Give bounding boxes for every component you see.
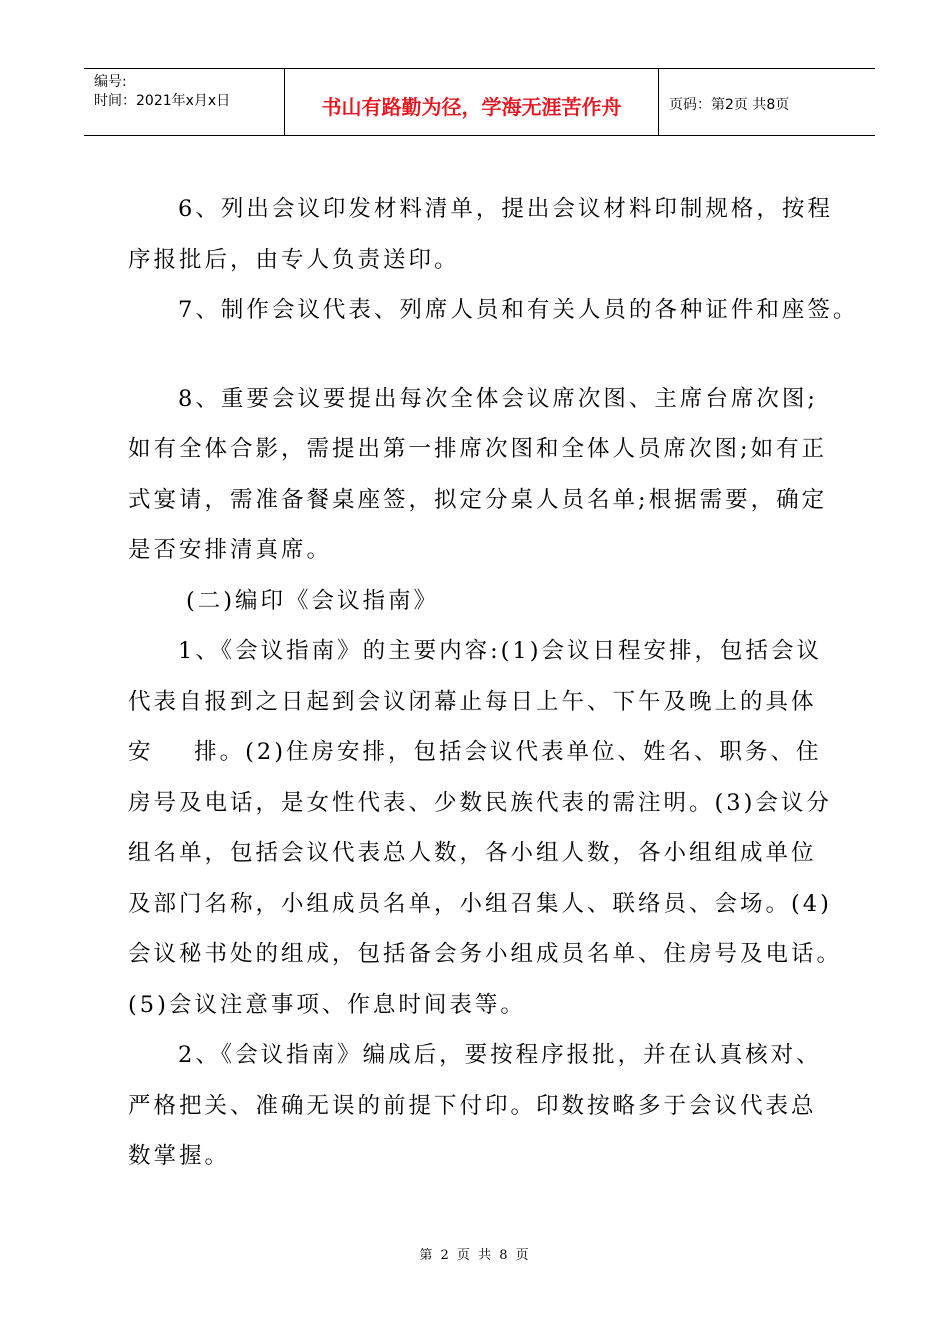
serial-label: 编号: [94,74,127,90]
document-header [84,68,875,136]
paragraph-line: 6、列出会议印发材料清单，提出会议材料印制规格，按程 [178,196,833,222]
paragraph-line: 代表自报到之日起到会议闭幕止每日上午、下午及晚上的具体 [128,688,817,715]
paragraph-line: 安 排。(2)住房安排，包括会议代表单位、姓名、职务、住 [128,739,822,765]
header-meta [84,69,285,135]
paragraph-line: 2、《会议指南》编成后，要按程序报批，并在认真核对、 [178,1042,822,1068]
paragraph-line: 会议秘书处的组成，包括备会务小组成员名单、住房号及电话。 [128,941,843,967]
page-footer: 第 2 页 共 8 页 [419,1248,531,1263]
paragraph-line: 组名单，包括会议代表总人数，各小组人数，各小组组成单位 [128,840,817,866]
paragraph-line: 严格把关、准确无误的前提下付印。印数按略多于会议代表总 [128,1092,817,1119]
header-page-label: 页码：第2页 共8页 [669,97,790,113]
paragraph-line: (5)会议注意事项、作息时间表等。 [128,991,526,1018]
paragraph-line: 序报批后，由专人负责送印。 [128,246,460,273]
paragraph-line: 是否安排清真席。 [128,537,333,563]
document-body [128,184,859,1182]
paragraph-line: 数掌握。 [128,1143,231,1169]
paragraph-line: 式宴请，需准备餐桌座签，拟定分桌人员名单;根据需要，确定 [128,486,828,513]
paragraph-line: 7、制作会议代表、列席人员和有关人员的各种证件和座签。 [178,297,859,323]
paragraph-line: 如有全体合影，需提出第一排席次图和全体人员席次图;如有正 [128,436,828,462]
section-heading: (二)编印《会议指南》 [186,587,440,614]
paragraph-line: 1、《会议指南》的主要内容:(1)会议日程安排，包括会议 [178,638,823,664]
paragraph-line: 8、重要会议要提出每次全体会议席次图、主席台席次图; [178,385,818,412]
time-label: 时间：2021年x月x日 [94,93,231,109]
paragraph-line: 及部门名称，小组成员名单，小组召集人、联络员、会场。(4) [128,890,832,917]
paragraph-line: 房号及电话，是女性代表、少数民族代表的需注明。(3)会议分 [128,789,832,816]
header-motto: 书山有路勤为径，学海无涯苦作舟 [285,69,659,135]
